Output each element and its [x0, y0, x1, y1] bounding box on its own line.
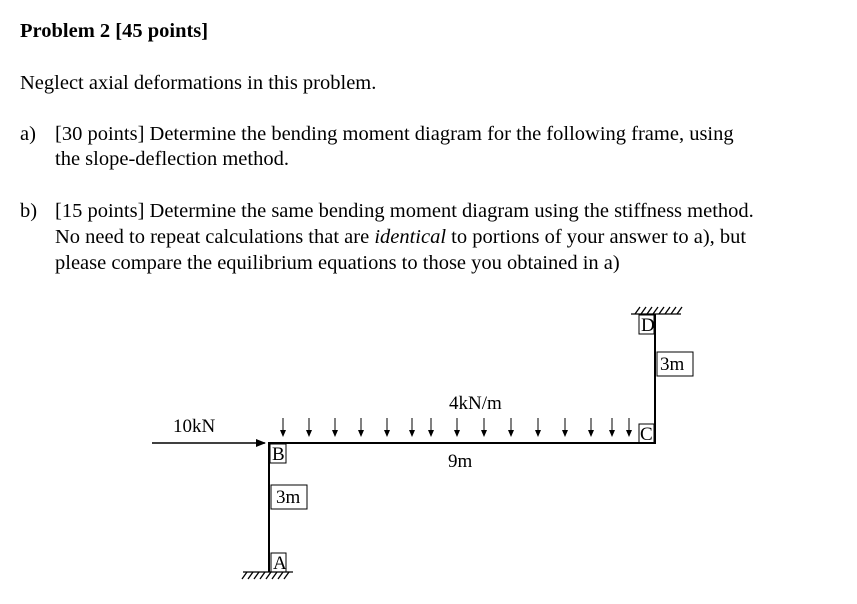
part-a-marker: a) [20, 123, 36, 145]
point-load-label: 10kN [173, 416, 216, 437]
load-arrow [535, 418, 541, 437]
load-arrow [481, 418, 487, 437]
distributed-load-label: 4kN/m [449, 393, 502, 414]
dimension-label-bc: 9m [448, 451, 473, 472]
part-b-line-3: please compare the equilibrium equations to those you obtained in a) [55, 252, 620, 274]
part-b-marker: b) [20, 200, 38, 222]
load-arrow [588, 418, 594, 437]
load-arrow [384, 418, 390, 437]
load-arrow [562, 418, 568, 437]
part-a-line-2: the slope-deflection method. [55, 148, 289, 170]
dimension-label-ab: 3m [276, 487, 301, 508]
part-b-line-2-end: to portions of your answer to a), but [446, 226, 747, 248]
intro-text: Neglect axial deformations in this problem. [20, 72, 377, 94]
node-label-b: B [272, 444, 285, 465]
load-arrow [358, 418, 364, 437]
load-arrow [609, 418, 615, 437]
load-arrow [280, 418, 286, 437]
load-arrow [332, 418, 338, 437]
node-label-a: A [273, 553, 287, 574]
load-arrow [626, 418, 632, 437]
node-label-c: C [640, 424, 653, 445]
part-b-line-2-start: No need to repeat calculations that are [55, 226, 375, 248]
dimension-label-cd: 3m [660, 354, 685, 375]
load-arrow [508, 418, 514, 437]
distributed-load-arrows [280, 418, 632, 437]
load-arrow [409, 418, 415, 437]
part-a-line-1: [30 points] Determine the bending moment diagram for the following frame, using [55, 123, 734, 145]
node-label-d: D [641, 315, 655, 336]
part-b-emphasis: identical [374, 226, 447, 248]
load-arrow [428, 418, 434, 437]
load-arrow [454, 418, 460, 437]
load-arrow [306, 418, 312, 437]
part-b-line-1: [15 points] Determine the same bending moment diagram using the stiffness method. [55, 200, 754, 222]
problem-title: Problem 2 [45 points] [20, 20, 209, 42]
fixed-support-d [631, 307, 682, 314]
